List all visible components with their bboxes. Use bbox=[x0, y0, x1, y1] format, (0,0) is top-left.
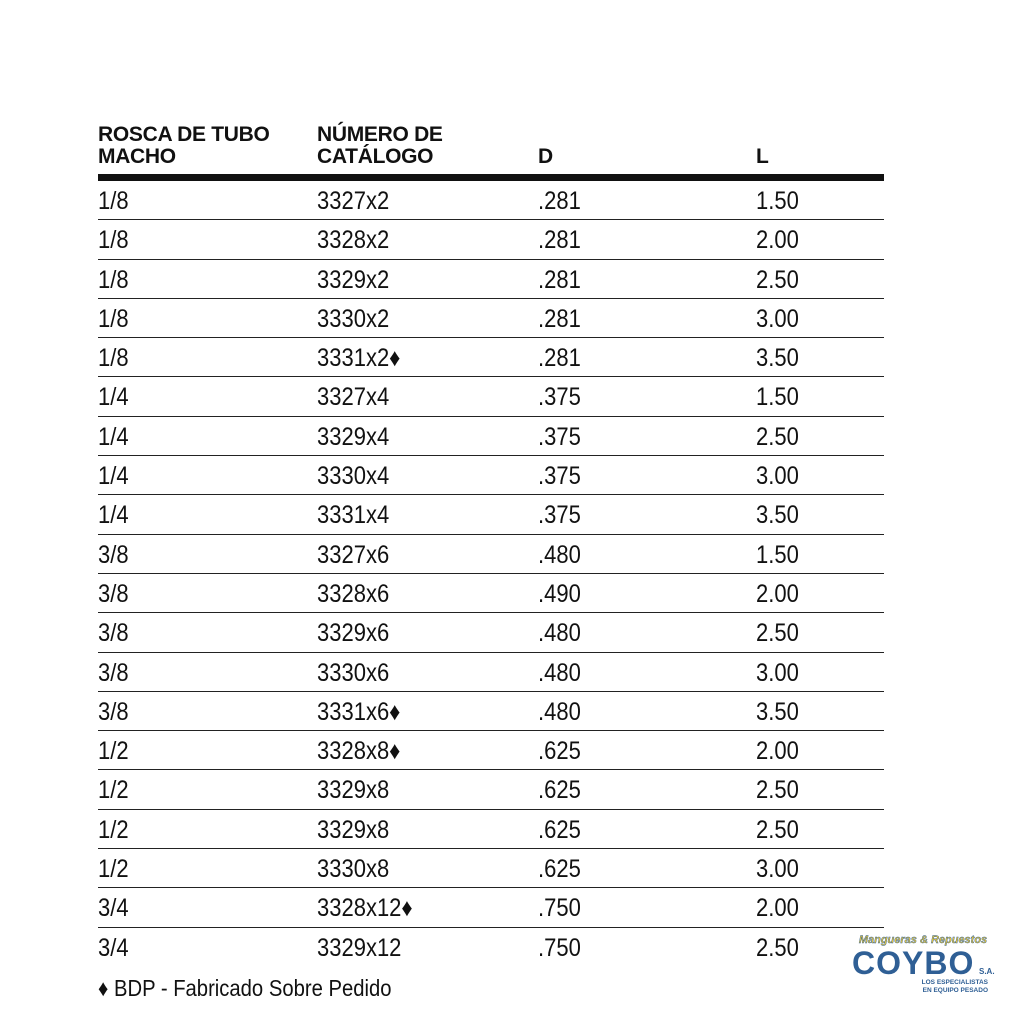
cell-d: .480 bbox=[538, 619, 581, 648]
cell-catalogo: 3331x4 bbox=[317, 501, 390, 530]
header-rosca: ROSCA DE TUBO MACHO bbox=[98, 123, 270, 168]
cell-d: .281 bbox=[538, 265, 581, 294]
cell-l: 2.50 bbox=[756, 776, 799, 805]
cell-catalogo: 3327x6 bbox=[317, 540, 390, 569]
cell-l: 3.00 bbox=[756, 855, 799, 884]
logo-tagline-bottom-1: LOS ESPECIALISTAS bbox=[921, 979, 988, 986]
table-body bbox=[98, 181, 884, 966]
cell-catalogo: 3329x2 bbox=[317, 265, 390, 294]
cell-l: 2.50 bbox=[756, 815, 799, 844]
cell-catalogo: 3329x8 bbox=[317, 815, 390, 844]
logo-name: COYBO bbox=[852, 945, 975, 981]
table-row bbox=[98, 613, 884, 652]
table-row bbox=[98, 653, 884, 692]
cell-rosca: 1/8 bbox=[98, 187, 129, 215]
header-rule bbox=[98, 174, 884, 181]
cell-l: 3.50 bbox=[756, 501, 799, 530]
table-row bbox=[98, 849, 884, 888]
cell-rosca: 1/4 bbox=[98, 501, 129, 530]
table-row bbox=[98, 456, 884, 495]
table-row bbox=[98, 928, 884, 966]
cell-d: .375 bbox=[538, 422, 581, 451]
cell-d: .480 bbox=[538, 658, 581, 687]
cell-l: 2.00 bbox=[756, 894, 799, 923]
cell-d: .750 bbox=[538, 933, 581, 962]
table-row bbox=[98, 574, 884, 613]
table-row bbox=[98, 535, 884, 574]
cell-d: .281 bbox=[538, 187, 581, 215]
cell-catalogo: 3329x6 bbox=[317, 619, 390, 648]
table-row bbox=[98, 260, 884, 299]
logo-tagline-bottom-2: EN EQUIPO PESADO bbox=[922, 987, 988, 994]
table-row bbox=[98, 338, 884, 377]
cell-rosca: 1/2 bbox=[98, 855, 129, 884]
cell-catalogo: 3327x4 bbox=[317, 383, 390, 412]
cell-d: .625 bbox=[538, 815, 581, 844]
cell-d: .490 bbox=[538, 579, 581, 608]
cell-rosca: 3/4 bbox=[98, 894, 129, 923]
cell-d: .375 bbox=[538, 501, 581, 530]
cell-l: 3.50 bbox=[756, 344, 799, 373]
cell-catalogo: 3328x6 bbox=[317, 579, 390, 608]
cell-d: .625 bbox=[538, 855, 581, 884]
cell-rosca: 3/8 bbox=[98, 579, 129, 608]
cell-catalogo: 3328x8♦ bbox=[317, 737, 401, 766]
cell-l: 1.50 bbox=[756, 383, 799, 412]
cell-d: .375 bbox=[538, 383, 581, 412]
cell-rosca: 1/2 bbox=[98, 776, 129, 805]
footnote: ♦ BDP - Fabricado Sobre Pedido bbox=[98, 975, 392, 1001]
cell-l: 2.00 bbox=[756, 579, 799, 608]
table-row bbox=[98, 692, 884, 731]
cell-l: 2.50 bbox=[756, 619, 799, 648]
header-d: D bbox=[538, 145, 553, 168]
cell-l: 2.50 bbox=[756, 422, 799, 451]
table-row bbox=[98, 299, 884, 338]
cell-rosca: 3/8 bbox=[98, 540, 129, 569]
cell-catalogo: 3330x2 bbox=[317, 304, 390, 333]
cell-rosca: 1/8 bbox=[98, 265, 129, 294]
cell-l: 1.50 bbox=[756, 540, 799, 569]
cell-catalogo: 3328x2 bbox=[317, 226, 390, 255]
cell-d: .625 bbox=[538, 776, 581, 805]
cell-rosca: 1/4 bbox=[98, 462, 129, 491]
cell-rosca: 1/2 bbox=[98, 815, 129, 844]
cell-l: 3.00 bbox=[756, 462, 799, 491]
cell-l: 2.00 bbox=[756, 226, 799, 255]
cell-rosca: 3/8 bbox=[98, 658, 129, 687]
cell-catalogo: 3329x12 bbox=[317, 933, 402, 962]
cell-d: .281 bbox=[538, 344, 581, 373]
cell-l: 2.50 bbox=[756, 265, 799, 294]
coybo-logo bbox=[848, 932, 998, 998]
logo-suffix: S.A. bbox=[979, 967, 995, 976]
table-row bbox=[98, 417, 884, 456]
cell-rosca: 1/4 bbox=[98, 422, 129, 451]
cell-l: 3.00 bbox=[756, 304, 799, 333]
cell-catalogo: 3329x4 bbox=[317, 422, 390, 451]
cell-d: .375 bbox=[538, 462, 581, 491]
header-l: L bbox=[756, 145, 769, 168]
table-row bbox=[98, 220, 884, 259]
cell-rosca: 3/8 bbox=[98, 619, 129, 648]
cell-l: 3.50 bbox=[756, 697, 799, 726]
cell-catalogo: 3329x8 bbox=[317, 776, 390, 805]
cell-rosca: 1/8 bbox=[98, 304, 129, 333]
table-row bbox=[98, 181, 884, 220]
cell-rosca: 1/8 bbox=[98, 344, 129, 373]
cell-catalogo: 3328x12♦ bbox=[317, 894, 413, 923]
cell-l: 2.00 bbox=[756, 737, 799, 766]
cell-l: 2.50 bbox=[756, 933, 799, 962]
cell-d: .625 bbox=[538, 737, 581, 766]
table-row bbox=[98, 495, 884, 534]
table-row bbox=[98, 810, 884, 849]
cell-rosca: 3/8 bbox=[98, 697, 129, 726]
cell-d: .281 bbox=[538, 226, 581, 255]
cell-d: .750 bbox=[538, 894, 581, 923]
cell-d: .480 bbox=[538, 540, 581, 569]
cell-catalogo: 3330x6 bbox=[317, 658, 390, 687]
header-catalogo: NÚMERO DE CATÁLOGO bbox=[317, 123, 443, 168]
table-row bbox=[98, 731, 884, 770]
logo-tagline-top: Mangueras & Repuestos bbox=[858, 934, 988, 946]
cell-rosca: 1/8 bbox=[98, 226, 129, 255]
cell-l: 3.00 bbox=[756, 658, 799, 687]
cell-catalogo: 3327x2 bbox=[317, 187, 390, 215]
cell-catalogo: 3331x6♦ bbox=[317, 697, 401, 726]
cell-rosca: 1/4 bbox=[98, 383, 129, 412]
table-header bbox=[98, 123, 884, 172]
cell-l: 1.50 bbox=[756, 187, 799, 215]
table-row bbox=[98, 377, 884, 416]
cell-catalogo: 3330x4 bbox=[317, 462, 390, 491]
cell-catalogo: 3330x8 bbox=[317, 855, 390, 884]
cell-d: .281 bbox=[538, 304, 581, 333]
catalog-table bbox=[98, 123, 884, 966]
cell-rosca: 3/4 bbox=[98, 933, 129, 962]
cell-rosca: 1/2 bbox=[98, 737, 129, 766]
cell-d: .480 bbox=[538, 697, 581, 726]
table-row bbox=[98, 770, 884, 809]
cell-catalogo: 3331x2♦ bbox=[317, 344, 401, 373]
table-row bbox=[98, 888, 884, 927]
